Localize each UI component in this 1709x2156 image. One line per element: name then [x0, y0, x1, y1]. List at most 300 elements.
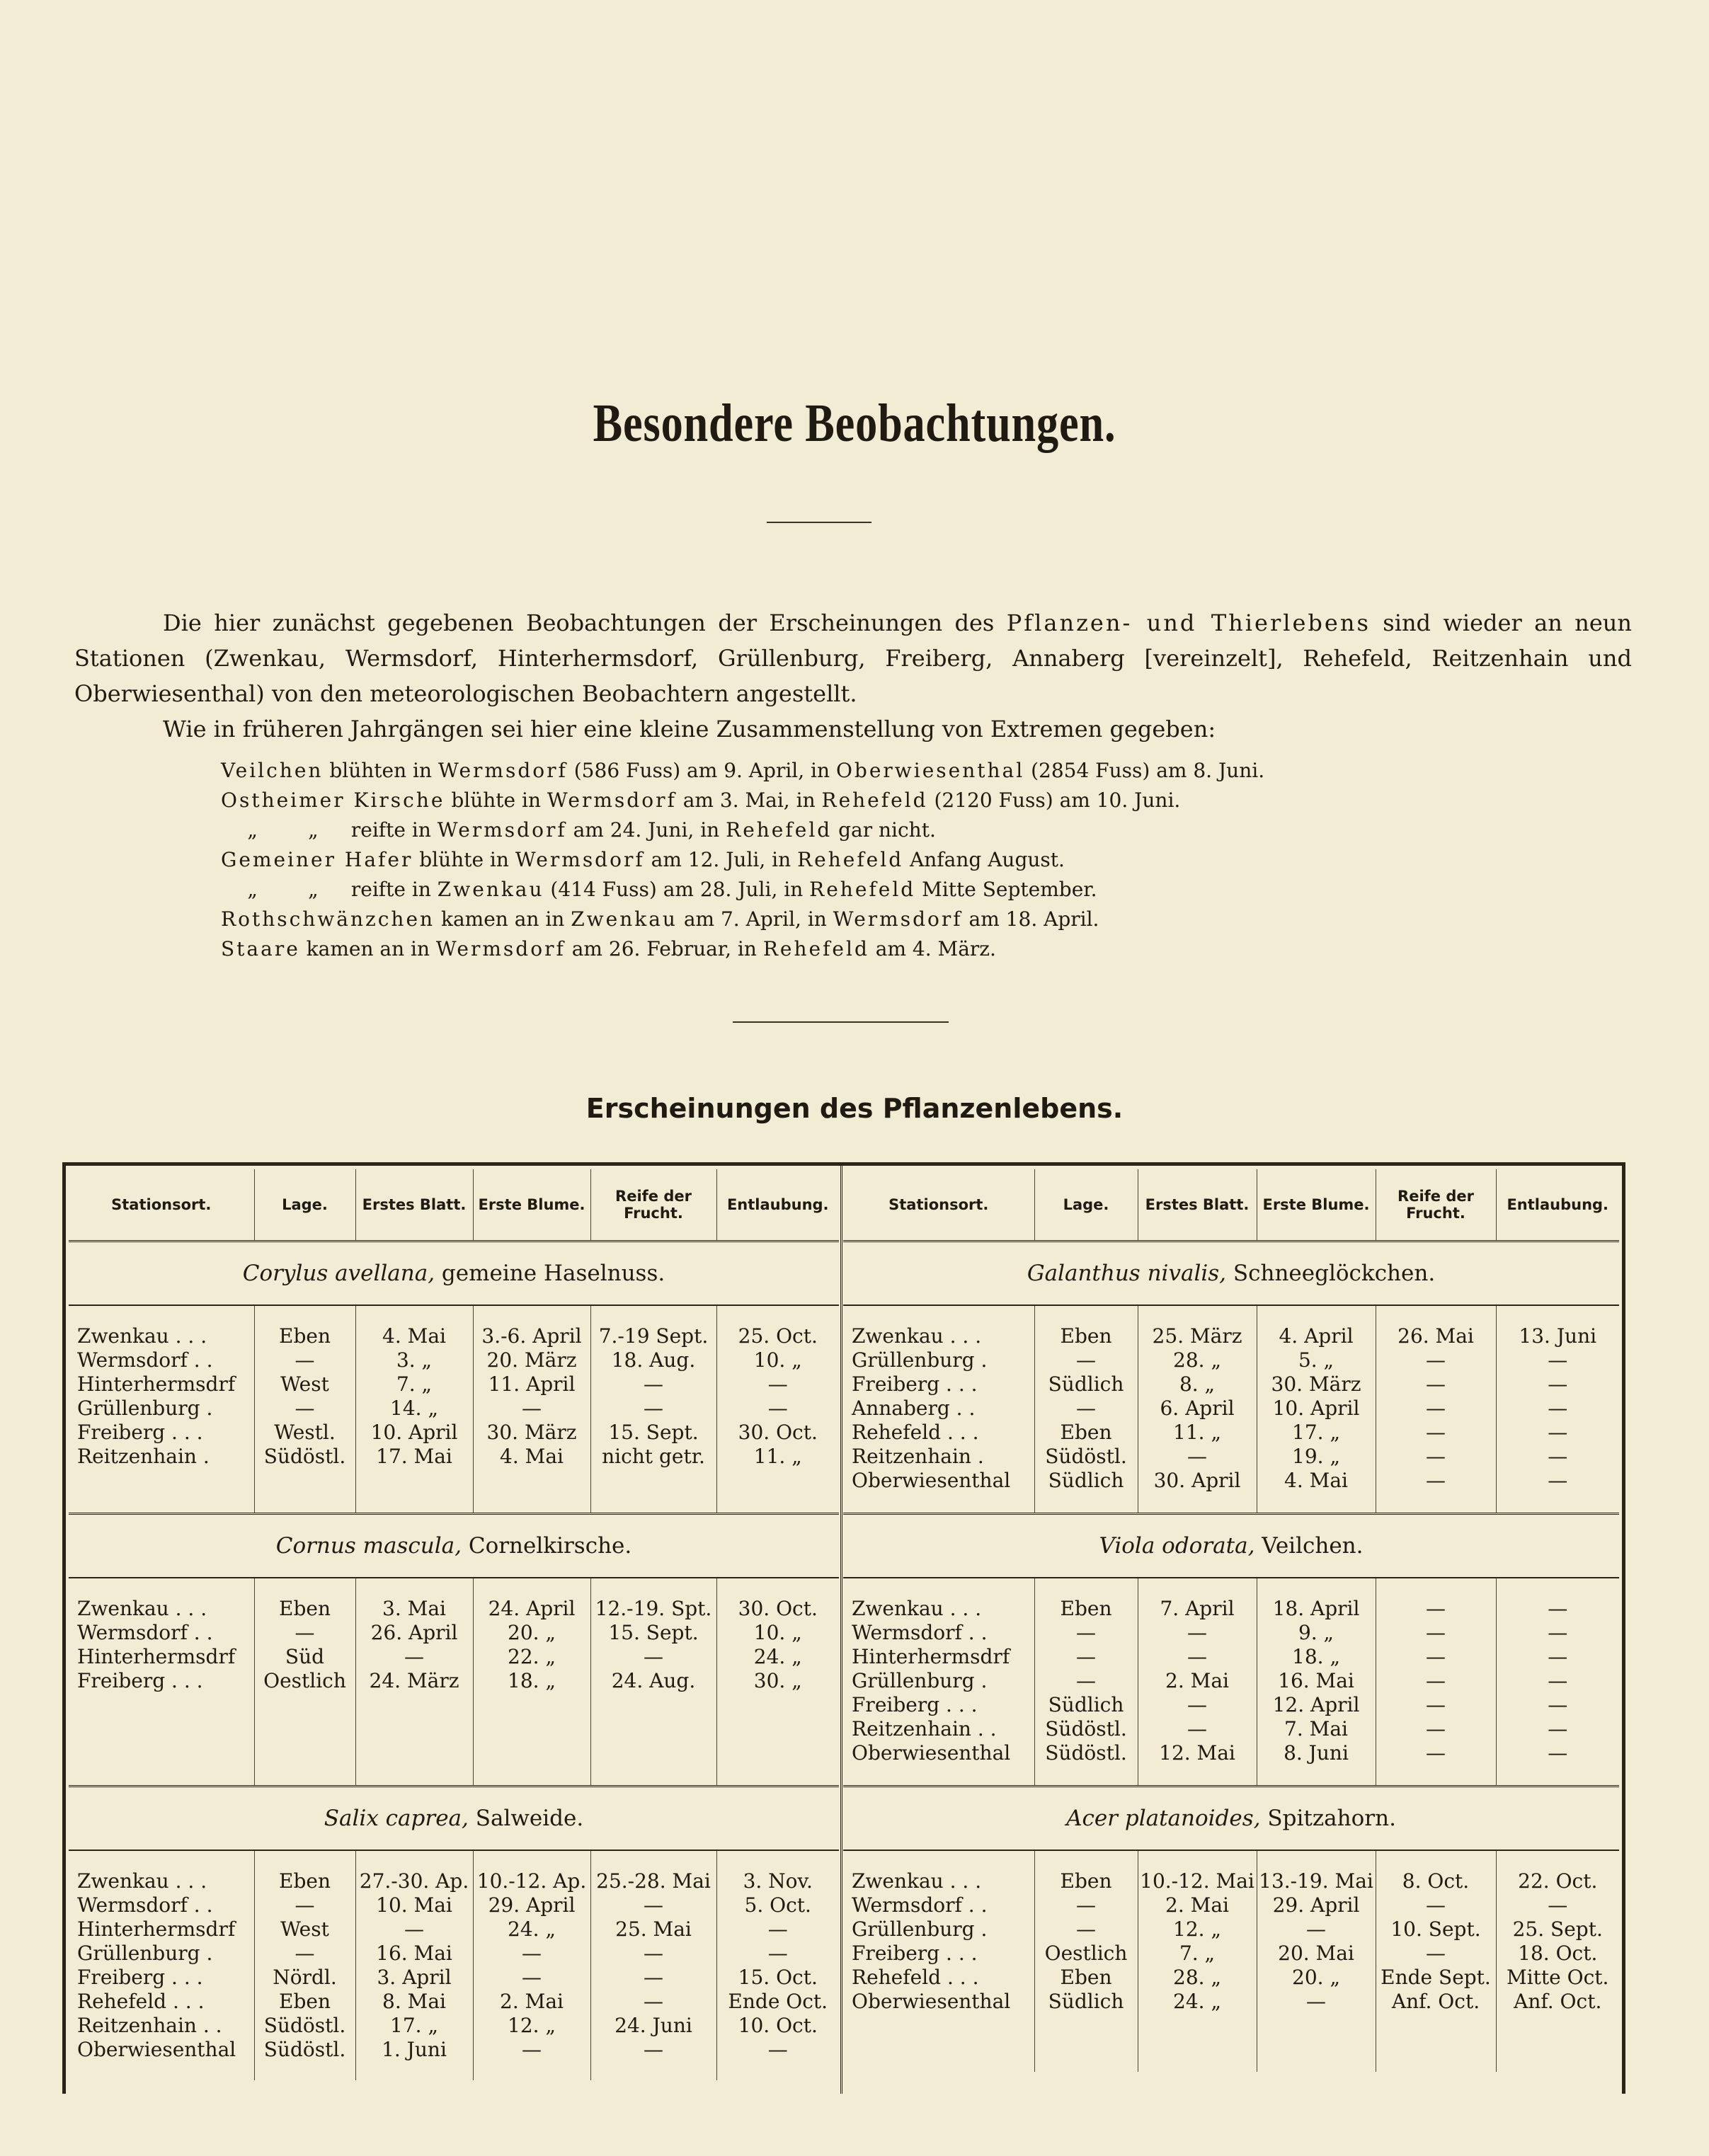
cell-line: —: [644, 1372, 663, 1396]
cell-line: Zwenkau . . .: [852, 1324, 982, 1348]
cell-line: —: [1548, 1741, 1568, 1765]
cell-line: —: [1076, 1348, 1096, 1372]
cell-line: 4. Mai: [382, 1324, 446, 1348]
column-header: Lage.: [254, 1169, 355, 1242]
species-row: [843, 1242, 1619, 1306]
cell-line: —: [1426, 1942, 1446, 1965]
cell-line: 7. „: [396, 1372, 433, 1396]
cell-line: 29. April: [1272, 1893, 1360, 1917]
extreme-line: „ „ reifte in Zwenkau (414 Fuss) am 28. Juli, in Rehefeld Mitte September.: [247, 878, 1097, 901]
cell-line: Eben: [1060, 1421, 1112, 1444]
header-row-right: [843, 1169, 1619, 1242]
cell-line: 11. „: [753, 1445, 802, 1468]
value-cell: [1376, 1850, 1496, 2072]
cell-line: Südöstl.: [263, 2038, 346, 2061]
column-header: Stationsort.: [111, 1196, 212, 1213]
cell-line: —: [522, 2038, 542, 2061]
cell-line: 7. Mai: [1284, 1717, 1348, 1741]
cell-line: —: [295, 1893, 315, 1917]
cell-line: 3.-6. April: [481, 1324, 582, 1348]
cell-line: —: [1426, 1717, 1446, 1741]
cell-line: Nördl.: [273, 1966, 337, 1989]
cell-line: Wermsdorf . .: [77, 1893, 213, 1917]
cell-line: Südöstl.: [1045, 1717, 1127, 1741]
extreme-line: „ „ reifte in Wermsdorf am 24. Juni, in Rehefeld gar nicht.: [247, 818, 936, 842]
cell-line: 9. „: [1298, 1621, 1334, 1644]
cell-line: 24. Juni: [615, 2014, 692, 2037]
cell-line: 11. „: [1173, 1421, 1221, 1444]
cell-line: Eben: [279, 1324, 331, 1348]
cell-line: —: [295, 1942, 315, 1965]
column-header: Erstes Blatt.: [1138, 1169, 1257, 1242]
cell-line: 30. „: [753, 1669, 802, 1692]
cell-line: Hinterhermsdrf: [77, 1372, 236, 1396]
cell-line: —: [644, 1645, 663, 1668]
intro-text: [74, 605, 1632, 747]
cell-line: 28. „: [1173, 1348, 1221, 1372]
cell-line: —: [1076, 1669, 1096, 1692]
cell-line: 4. April: [1279, 1324, 1354, 1348]
cell-line: Grüllenburg .: [77, 1942, 213, 1965]
cell-line: 2. Mai: [500, 1990, 564, 2013]
cell-line: Rehefeld . . .: [77, 1990, 205, 2013]
cell-line: 7. April: [1160, 1597, 1235, 1620]
station-cell: [69, 1305, 254, 1514]
cell-line: Reitzenhain . .: [77, 2014, 222, 2037]
cell-line: —: [1187, 1693, 1207, 1716]
cell-line: Reitzenhain .: [77, 1445, 210, 1468]
value-cell: [716, 1305, 839, 1514]
cell-line: 8. Juni: [1284, 1741, 1349, 1765]
cell-line: Reitzenhain .: [852, 1445, 984, 1468]
cell-line: Mitte Oct.: [1507, 1966, 1609, 1989]
extreme-line: Rothschwänzchen kamen an in Zwenkau am 7. April, in Wermsdorf am 18. April.: [221, 907, 1099, 931]
cell-line: 25. März: [1152, 1324, 1242, 1348]
cell-line: —: [1426, 1741, 1446, 1765]
cell-line: 20. März: [486, 1348, 577, 1372]
species-row: [69, 1514, 839, 1578]
value-cell: [473, 1305, 590, 1514]
cell-line: 10. Oct.: [738, 2014, 818, 2037]
value-cell: [254, 1305, 355, 1514]
value-cell: [716, 1578, 839, 1787]
cell-line: —: [295, 1397, 315, 1420]
cell-line: 10. Mai: [376, 1893, 452, 1917]
species-heading: Viola odorata, Veilchen.: [843, 1514, 1619, 1578]
value-cell: [254, 1578, 355, 1787]
cell-line: Eben: [279, 1597, 331, 1620]
cell-line: Ende Oct.: [728, 1990, 828, 2013]
cell-line: 13. Juni: [1519, 1324, 1597, 1348]
cell-line: 16. Mai: [376, 1942, 452, 1965]
cell-line: 10. April: [370, 1421, 458, 1444]
cell-line: Rehefeld . . .: [852, 1966, 979, 1989]
cell-line: —: [1548, 1348, 1568, 1372]
cell-line: 30. Oct.: [738, 1597, 818, 1620]
value-cell: [1034, 1578, 1138, 1787]
cell-line: —: [1426, 1397, 1446, 1420]
cell-line: —: [1187, 1717, 1207, 1741]
column-header: Reife der Frucht.: [590, 1169, 716, 1242]
header-row-left: [69, 1169, 839, 1242]
cell-line: Reitzenhain . .: [852, 1717, 997, 1741]
cell-line: 18. Oct.: [1518, 1942, 1598, 1965]
extreme-line: Veilchen blühten in Wermsdorf (586 Fuss) am 9. April, in Oberwiesenthal (2854 Fuss) am 8. Juni.: [221, 759, 1265, 782]
species-heading: Acer platanoides, Spitzahorn.: [843, 1787, 1619, 1851]
cell-line: Zwenkau . . .: [77, 1324, 207, 1348]
cell-line: —: [1548, 1893, 1568, 1917]
cell-line: —: [1548, 1597, 1568, 1620]
value-cell: [355, 1578, 473, 1787]
cell-line: —: [1076, 1397, 1096, 1420]
cell-line: —: [644, 1942, 663, 1965]
cell-line: Hinterhermsdrf: [77, 1645, 236, 1668]
column-header: Lage.: [1034, 1169, 1138, 1242]
cell-line: Südöstl.: [263, 2014, 346, 2037]
cell-line: 17. „: [390, 2014, 438, 2037]
cell-line: Oberwiesenthal: [852, 1741, 1011, 1765]
cell-line: 27.-30. Ap.: [359, 1869, 469, 1893]
cell-line: 1. Juni: [382, 2038, 447, 2061]
species-data-row: [69, 1578, 839, 1787]
extreme-line: Gemeiner Hafer blühte in Wermsdorf am 12. Juli, in Rehefeld Anfang August.: [221, 848, 1065, 871]
cell-line: 24. „: [753, 1645, 802, 1668]
cell-line: nicht getr.: [602, 1445, 705, 1468]
species-heading: Corylus avellana, gemeine Haselnuss.: [69, 1242, 839, 1306]
cell-line: 2. Mai: [1165, 1893, 1229, 1917]
cell-line: —: [1187, 1621, 1207, 1644]
cell-line: —: [644, 1966, 663, 1989]
cell-line: Rehefeld . . .: [852, 1421, 979, 1444]
cell-line: 3. Nov.: [743, 1869, 813, 1893]
value-cell: [1376, 1578, 1496, 1787]
cell-line: 17. „: [1292, 1421, 1340, 1444]
species-data-row: [69, 1850, 839, 2080]
cell-line: —: [644, 1893, 663, 1917]
cell-line: Grüllenburg .: [852, 1348, 988, 1372]
value-cell: [1138, 1850, 1257, 2072]
cell-line: —: [404, 1645, 424, 1668]
station-cell: [843, 1305, 1034, 1514]
species-row: [69, 1787, 839, 1851]
cell-line: Grüllenburg .: [852, 1917, 988, 1941]
cell-line: 17. Mai: [376, 1445, 452, 1468]
table-divider: [840, 1162, 842, 2094]
cell-line: 6. April: [1160, 1397, 1235, 1420]
column-header: Erste Blume.: [473, 1169, 590, 1242]
cell-line: —: [522, 1397, 542, 1420]
cell-line: 25. Oct.: [738, 1324, 818, 1348]
cell-line: 12. „: [1173, 1917, 1221, 1941]
cell-line: —: [767, 1397, 788, 1420]
cell-line: 19. „: [1292, 1445, 1340, 1468]
cell-line: —: [1426, 1693, 1446, 1716]
cell-line: Grüllenburg .: [77, 1397, 213, 1420]
cell-line: 20. „: [508, 1621, 556, 1644]
cell-line: —: [1187, 1645, 1207, 1668]
cell-line: —: [1306, 1990, 1326, 2013]
value-cell: [473, 1578, 590, 1787]
cell-line: 26. Mai: [1398, 1324, 1474, 1348]
cell-line: 5. Oct.: [744, 1893, 811, 1917]
cell-line: Südöstl.: [1045, 1445, 1127, 1468]
cell-line: —: [522, 1942, 542, 1965]
cell-line: —: [767, 1372, 788, 1396]
cell-line: Eben: [1060, 1869, 1112, 1893]
cell-line: Westl.: [274, 1421, 336, 1444]
cell-line: 30. März: [486, 1421, 577, 1444]
cell-line: —: [1548, 1621, 1568, 1644]
cell-line: 8. Oct.: [1402, 1869, 1470, 1893]
value-cell: [590, 1850, 716, 2080]
cell-line: Freiberg . . .: [852, 1372, 978, 1396]
cell-line: —: [1426, 1469, 1446, 1492]
cell-line: 3. Mai: [382, 1597, 446, 1620]
cell-line: 15. Oct.: [738, 1966, 818, 1989]
cell-line: Zwenkau . . .: [852, 1869, 982, 1893]
value-cell: [254, 1850, 355, 2080]
cell-line: 8. „: [1179, 1372, 1216, 1396]
cell-line: 22. „: [508, 1645, 556, 1668]
value-cell: [1496, 1578, 1619, 1787]
cell-line: Ende Sept.: [1381, 1966, 1491, 1989]
left-table: [69, 1169, 839, 2080]
cell-line: 12. „: [508, 2014, 556, 2037]
cell-line: 2. Mai: [1165, 1669, 1229, 1692]
cell-line: Eben: [279, 1869, 331, 1893]
value-cell: [716, 1850, 839, 2080]
cell-line: Anf. Oct.: [1514, 1990, 1602, 2013]
cell-line: 25. Sept.: [1512, 1917, 1603, 1941]
cell-line: —: [1426, 1348, 1446, 1372]
species-data-row: [843, 1305, 1619, 1514]
cell-line: Wermsdorf . .: [77, 1621, 213, 1644]
column-header: Stationsort.: [888, 1196, 989, 1213]
cell-line: Südöstl.: [1045, 1741, 1127, 1765]
cell-line: 12. Mai: [1159, 1741, 1235, 1765]
cell-line: —: [1548, 1645, 1568, 1668]
cell-line: 7.-19 Sept.: [598, 1324, 709, 1348]
section-title: Erscheinungen des Pflanzenlebens.: [585, 1093, 1124, 1124]
cell-line: —: [1306, 1917, 1326, 1941]
species-data-row: [843, 1850, 1619, 2072]
cell-line: Eben: [279, 1990, 331, 2013]
species-row: [843, 1514, 1619, 1578]
cell-line: —: [1426, 1445, 1446, 1468]
cell-line: Oestlich: [263, 1669, 346, 1692]
column-header: Entlaubung.: [1496, 1169, 1619, 1242]
section-rule: [733, 1021, 949, 1023]
species-data-row: [843, 1578, 1619, 1787]
cell-line: Eben: [1060, 1966, 1112, 1989]
species-heading: Galanthus nivalis, Schneeglöckchen.: [843, 1242, 1619, 1306]
cell-line: 26. April: [370, 1621, 458, 1644]
column-header: Entlaubung.: [716, 1169, 839, 1242]
cell-line: Hinterhermsdrf: [77, 1917, 236, 1941]
cell-line: Freiberg . . .: [77, 1966, 203, 1989]
cell-line: Oberwiesenthal: [77, 2038, 236, 2061]
cell-line: —: [1548, 1372, 1568, 1396]
cell-line: 18. Aug.: [611, 1348, 696, 1372]
cell-line: —: [1076, 1645, 1096, 1668]
page-title: Besondere Beobachtungen.: [593, 394, 1116, 453]
cell-line: 10. Sept.: [1390, 1917, 1481, 1941]
value-cell: [1257, 1578, 1376, 1787]
cell-line: Wermsdorf . .: [852, 1621, 988, 1644]
cell-line: 20. „: [1292, 1966, 1340, 1989]
cell-line: Annaberg . .: [852, 1397, 976, 1420]
cell-line: 3. „: [396, 1348, 433, 1372]
cell-line: Südlich: [1048, 1990, 1124, 2013]
cell-line: Süd: [285, 1645, 325, 1668]
value-cell: [1138, 1305, 1257, 1514]
cell-line: Wermsdorf . .: [852, 1893, 988, 1917]
cell-line: 30. April: [1153, 1469, 1241, 1492]
station-cell: [69, 1850, 254, 2080]
cell-line: —: [644, 1397, 663, 1420]
value-cell: [1034, 1305, 1138, 1514]
cell-line: Freiberg . . .: [852, 1693, 978, 1716]
cell-line: West: [280, 1917, 329, 1941]
extreme-line: Ostheimer Kirsche blühte in Wermsdorf am 3. Mai, in Rehefeld (2120 Fuss) am 10. Juni.: [221, 789, 1181, 812]
cell-line: 24. „: [1173, 1990, 1221, 2013]
cell-line: —: [404, 1917, 424, 1941]
cell-line: —: [1426, 1621, 1446, 1644]
cell-line: 8. Mai: [382, 1990, 446, 2013]
cell-line: Wermsdorf . .: [77, 1348, 213, 1372]
cell-line: —: [1548, 1693, 1568, 1716]
intro-paragraph-1: Die hier zunächst gegebenen Beobachtungen der Erscheinungen des Pflanzen- und Thierlebens sind wieder an neun Stationen (Zwenkau, Wermsdorf, Hinterhermsdorf, Grüllenburg, Freiberg, Annaberg [vereinzelt], Rehefeld, Reitzenhain und Oberwiesenthal) von den meteorologischen Beobachtern angestellt.: [74, 609, 1633, 707]
cell-line: Zwenkau . . .: [852, 1597, 982, 1620]
cell-line: —: [1426, 1597, 1446, 1620]
cell-line: 10. „: [753, 1348, 802, 1372]
cell-line: Oberwiesenthal: [852, 1990, 1011, 2013]
station-cell: [843, 1578, 1034, 1787]
cell-line: —: [1426, 1421, 1446, 1444]
species-heading: Salix caprea, Salweide.: [69, 1787, 839, 1851]
cell-line: —: [522, 1966, 542, 1989]
cell-line: Südöstl.: [263, 1445, 346, 1468]
cell-line: Eben: [1060, 1324, 1112, 1348]
cell-line: Südlich: [1048, 1693, 1124, 1716]
value-cell: [473, 1850, 590, 2080]
plant-table-right: [843, 1169, 1619, 2072]
cell-line: West: [280, 1372, 329, 1396]
cell-line: —: [1426, 1893, 1446, 1917]
station-cell: [69, 1578, 254, 1787]
cell-line: 11. April: [488, 1372, 576, 1396]
cell-line: Zwenkau . . .: [77, 1597, 207, 1620]
cell-line: Eben: [1060, 1597, 1112, 1620]
right-table: [843, 1169, 1619, 2072]
species-row: [69, 1242, 839, 1306]
value-cell: [1257, 1305, 1376, 1514]
cell-line: —: [295, 1621, 315, 1644]
cell-line: 28. „: [1173, 1966, 1221, 1989]
value-cell: [590, 1305, 716, 1514]
cell-line: 24. „: [508, 1917, 556, 1941]
cell-line: 14. „: [390, 1397, 438, 1420]
cell-line: Zwenkau . . .: [77, 1869, 207, 1893]
cell-line: —: [1076, 1917, 1096, 1941]
intro-paragraph-2: Wie in früheren Jahrgängen sei hier eine kleine Zusammenstellung von Extremen gegeben:: [163, 716, 1216, 742]
cell-line: 15. Sept.: [608, 1421, 699, 1444]
cell-line: Südlich: [1048, 1469, 1124, 1492]
cell-line: 5. „: [1298, 1348, 1334, 1372]
cell-line: 18. April: [1272, 1597, 1360, 1620]
cell-line: —: [1426, 1372, 1446, 1396]
cell-line: 15. Sept.: [608, 1621, 699, 1644]
cell-line: 13.-19. Mai: [1259, 1869, 1373, 1893]
cell-line: —: [1076, 1893, 1096, 1917]
cell-line: 25.-28. Mai: [596, 1869, 711, 1893]
cell-line: 29. April: [488, 1893, 576, 1917]
extreme-line: Staare kamen an in Wermsdorf am 26. Februar, in Rehefeld am 4. März.: [221, 937, 996, 961]
cell-line: 3. April: [377, 1966, 452, 1989]
cell-line: —: [1548, 1397, 1568, 1420]
value-cell: [1496, 1305, 1619, 1514]
cell-line: 16. Mai: [1278, 1669, 1354, 1692]
cell-line: Freiberg . . .: [77, 1421, 203, 1444]
cell-line: —: [644, 1990, 663, 2013]
cell-line: —: [767, 1917, 788, 1941]
cell-line: —: [1548, 1445, 1568, 1468]
cell-line: 12.-19. Spt.: [595, 1597, 712, 1620]
cell-line: —: [295, 1348, 315, 1372]
species-heading: Cornus mascula, Cornelkirsche.: [69, 1514, 839, 1578]
cell-line: —: [767, 1942, 788, 1965]
value-cell: [355, 1850, 473, 2080]
cell-line: 24. Aug.: [611, 1669, 696, 1692]
cell-line: —: [767, 2038, 788, 2061]
cell-line: 4. Mai: [1284, 1469, 1348, 1492]
cell-line: 18. „: [508, 1669, 556, 1692]
value-cell: [1257, 1850, 1376, 2072]
cell-line: 10.-12. Ap.: [476, 1869, 587, 1893]
value-cell: [355, 1305, 473, 1514]
cell-line: —: [1426, 1669, 1446, 1692]
cell-line: Südlich: [1048, 1372, 1124, 1396]
column-header: Erste Blume.: [1257, 1169, 1376, 1242]
cell-line: 10.-12. Mai: [1140, 1869, 1254, 1893]
cell-line: —: [1076, 1621, 1096, 1644]
cell-line: 18. „: [1292, 1645, 1340, 1668]
station-cell: [843, 1850, 1034, 2072]
cell-line: Freiberg . . .: [77, 1669, 203, 1692]
cell-line: Hinterhermsdrf: [852, 1645, 1010, 1668]
cell-line: 7. „: [1179, 1942, 1216, 1965]
cell-line: —: [644, 2038, 663, 2061]
value-cell: [1034, 1850, 1138, 2072]
value-cell: [1138, 1578, 1257, 1787]
cell-line: 24. April: [488, 1597, 576, 1620]
value-cell: [590, 1578, 716, 1787]
column-header: Reife der Frucht.: [1376, 1169, 1496, 1242]
cell-line: 20. Mai: [1278, 1942, 1354, 1965]
value-cell: [1496, 1850, 1619, 2072]
cell-line: 30. Oct.: [738, 1421, 818, 1444]
cell-line: Oestlich: [1044, 1942, 1128, 1965]
cell-line: 25. Mai: [615, 1917, 692, 1941]
cell-line: 12. April: [1272, 1693, 1360, 1716]
cell-line: 22. Oct.: [1518, 1869, 1598, 1893]
cell-line: —: [1426, 1645, 1446, 1668]
cell-line: Freiberg . . .: [852, 1942, 978, 1965]
cell-line: 30. März: [1271, 1372, 1361, 1396]
cell-line: —: [1548, 1421, 1568, 1444]
title-rule: [767, 522, 871, 523]
cell-line: —: [1548, 1669, 1568, 1692]
